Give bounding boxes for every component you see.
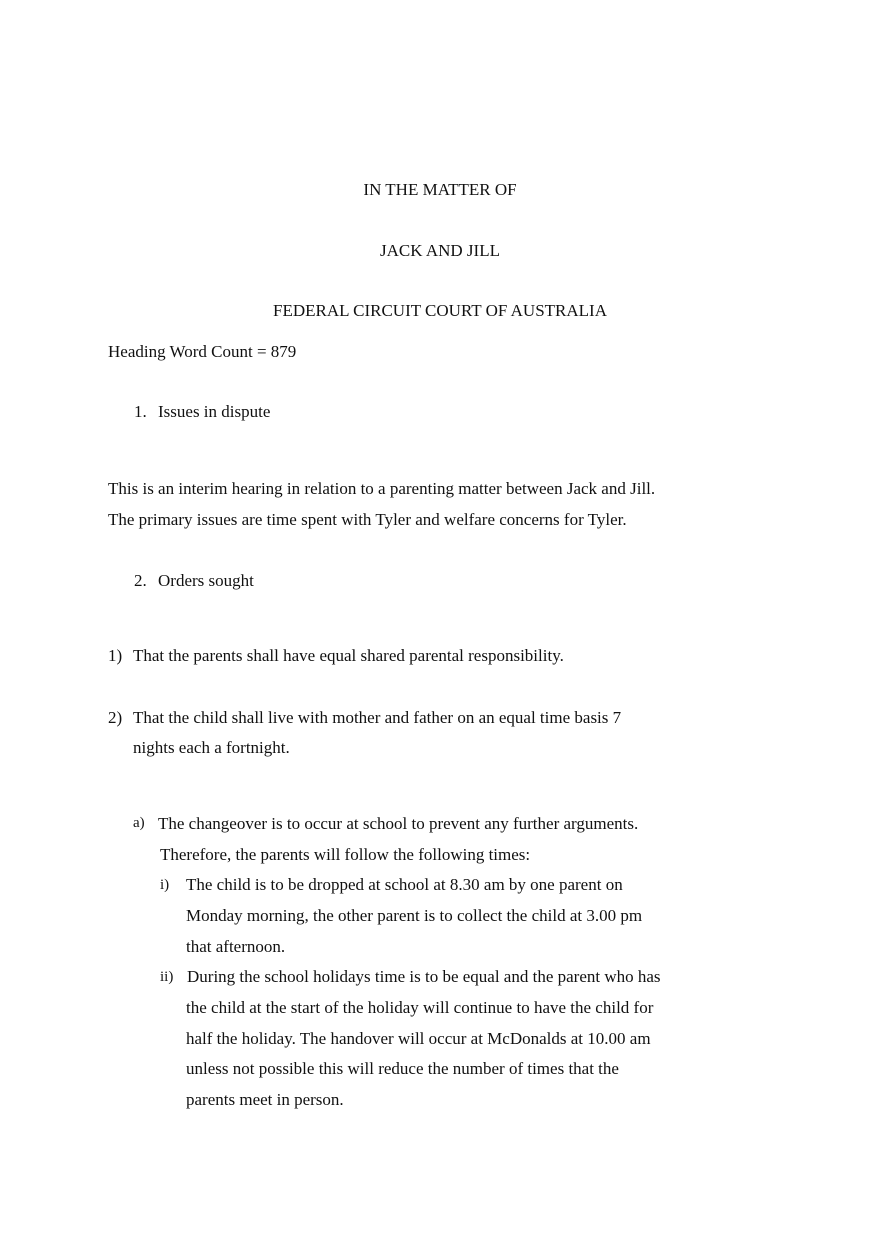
section-2-number: 2. bbox=[134, 571, 147, 590]
sub-a-line: The changeover is to occur at school to prevent any further arguments. bbox=[158, 814, 639, 833]
order-2-line: nights each a fortnight. bbox=[133, 738, 290, 757]
paragraph-line: This is an interim hearing in relation to a parenting matter between Jack and Jill. bbox=[108, 479, 656, 498]
section-2-title: Orders sought bbox=[158, 571, 254, 590]
sub-ii-line: parents meet in person. bbox=[186, 1090, 344, 1109]
paragraph-line: The primary issues are time spent with Tyler and welfare concerns for Tyler. bbox=[108, 510, 627, 529]
header-line-in-the-matter-of: IN THE MATTER OF bbox=[363, 180, 517, 199]
order-1-marker: 1) bbox=[108, 646, 123, 665]
section-1-number: 1. bbox=[134, 402, 147, 421]
header-line-parties: JACK AND JILL bbox=[380, 241, 500, 260]
section-1-title: Issues in dispute bbox=[158, 402, 271, 421]
sub-i-line: Monday morning, the other parent is to collect the child at 3.00 pm bbox=[186, 906, 643, 925]
sub-a-line: Therefore, the parents will follow the following times: bbox=[160, 845, 531, 864]
heading-word-count: Heading Word Count = 879 bbox=[108, 342, 297, 361]
sub-i-line: The child is to be dropped at school at 8.30 am by one parent on bbox=[186, 875, 623, 894]
order-1-line: That the parents shall have equal shared parental responsibility. bbox=[133, 646, 564, 665]
header-line-court: FEDERAL CIRCUIT COURT OF AUSTRALIA bbox=[273, 301, 607, 320]
sub-ii-line: During the school holidays time is to be equal and the parent who has bbox=[187, 967, 661, 986]
sub-ii-line: the child at the start of the holiday will continue to have the child for bbox=[186, 998, 654, 1017]
sub-i-line: that afternoon. bbox=[186, 937, 286, 956]
sub-i-marker: i) bbox=[160, 877, 170, 893]
sub-ii-line: half the holiday. The handover will occur at McDonalds at 10.00 am bbox=[186, 1029, 651, 1048]
order-2-marker: 2) bbox=[108, 708, 123, 727]
order-2-line: That the child shall live with mother and father on an equal time basis 7 bbox=[133, 708, 622, 727]
sub-a-marker: a) bbox=[133, 815, 145, 831]
sub-ii-line: unless not possible this will reduce the number of times that the bbox=[186, 1059, 619, 1078]
sub-ii-marker: ii) bbox=[160, 969, 174, 985]
